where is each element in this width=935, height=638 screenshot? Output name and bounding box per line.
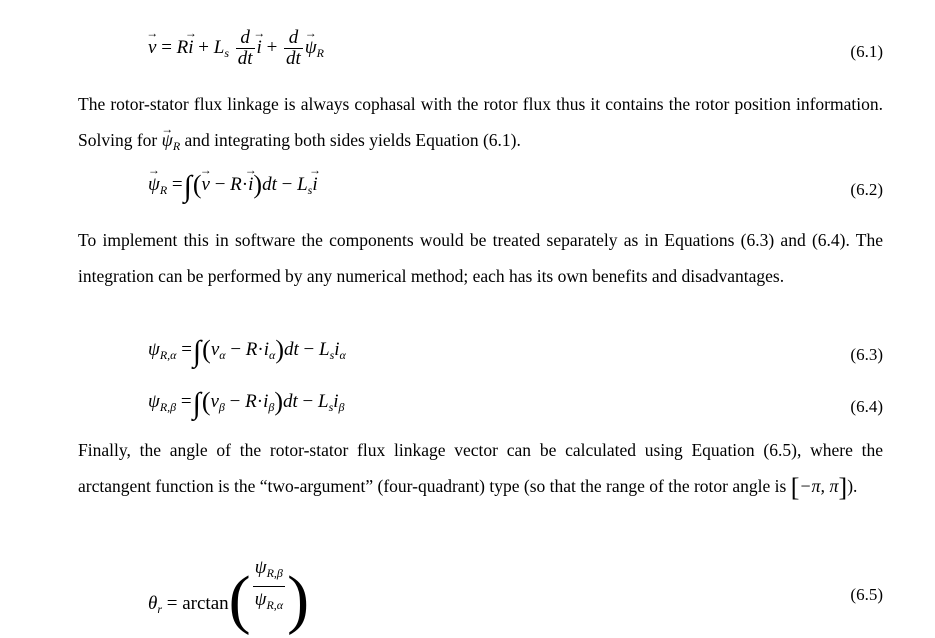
paragraph-2-text: To implement this in software the components would be treated separately as in Equations (6.3) and (6.4). The integration can be performed by any numerical method; each has its own benefits and disadvantages. [78, 230, 883, 286]
inline-psi-r: $\psi \to_R$ [162, 130, 181, 150]
paragraph-1-text-b: and integrating both sides yields Equation (6.1). [184, 130, 521, 150]
equation-6-2-row [0, 168, 935, 212]
equation-6-3: $\psi_{R,\alpha} =\int(v_\alpha - R\cdot i_\alpha)dt - L_si_\alpha$ [148, 335, 346, 368]
paragraph-3-text-b: ). [847, 476, 858, 496]
equation-number: (6.1) [850, 42, 883, 61]
equation-number: (6.4) [850, 397, 883, 416]
paragraph-2 [78, 222, 883, 294]
arctan-label: arctan [182, 593, 229, 614]
equation-6-2: $\psi \to_R =\int(v$ → − $R\cdot i \to)dt - L_si$ → [148, 170, 318, 204]
equation-6-5-row [0, 555, 935, 636]
equation-6-4: $\psi_{R,\beta} =\int(v_\beta - R\cdot i_\beta)dt - L_si_\beta$ [148, 387, 345, 420]
equation-number: (6.3) [850, 345, 883, 364]
paragraph-1-text-a: The rotor-stator flux linkage is always cophasal with the rotor flux thus it contains the rotor position information. Solving for [78, 94, 883, 150]
equation-number: (6.2) [850, 180, 883, 199]
paragraph-3 [78, 432, 883, 506]
equation-6-1: v → = Ri → + $L_s$ $\frac{d}{dt}$ i → + $\frac{d}{dt}$ $\psi \to_R$ [148, 28, 324, 69]
equation-6-5: $\theta_r = \arctan$( $\frac{\psi_{R,\beta}}{\psi_{R,\alpha}}$ ) [148, 557, 310, 636]
equation-number: (6.5) [850, 585, 883, 604]
equation-6-4-row [0, 385, 935, 429]
paragraph-1 [78, 86, 883, 164]
paragraph-3-text-a: Finally, the angle of the rotor-stator flux linkage vector can be calculated using Equation (6.5), where the arctangent function is the “two-argument” (four-quadrant) type (so that the range of the rotor angle is [78, 440, 883, 496]
inline-range: [−π, π] [790, 473, 848, 502]
equation-6-1-row [0, 22, 935, 82]
equation-6-3-row [0, 333, 935, 377]
